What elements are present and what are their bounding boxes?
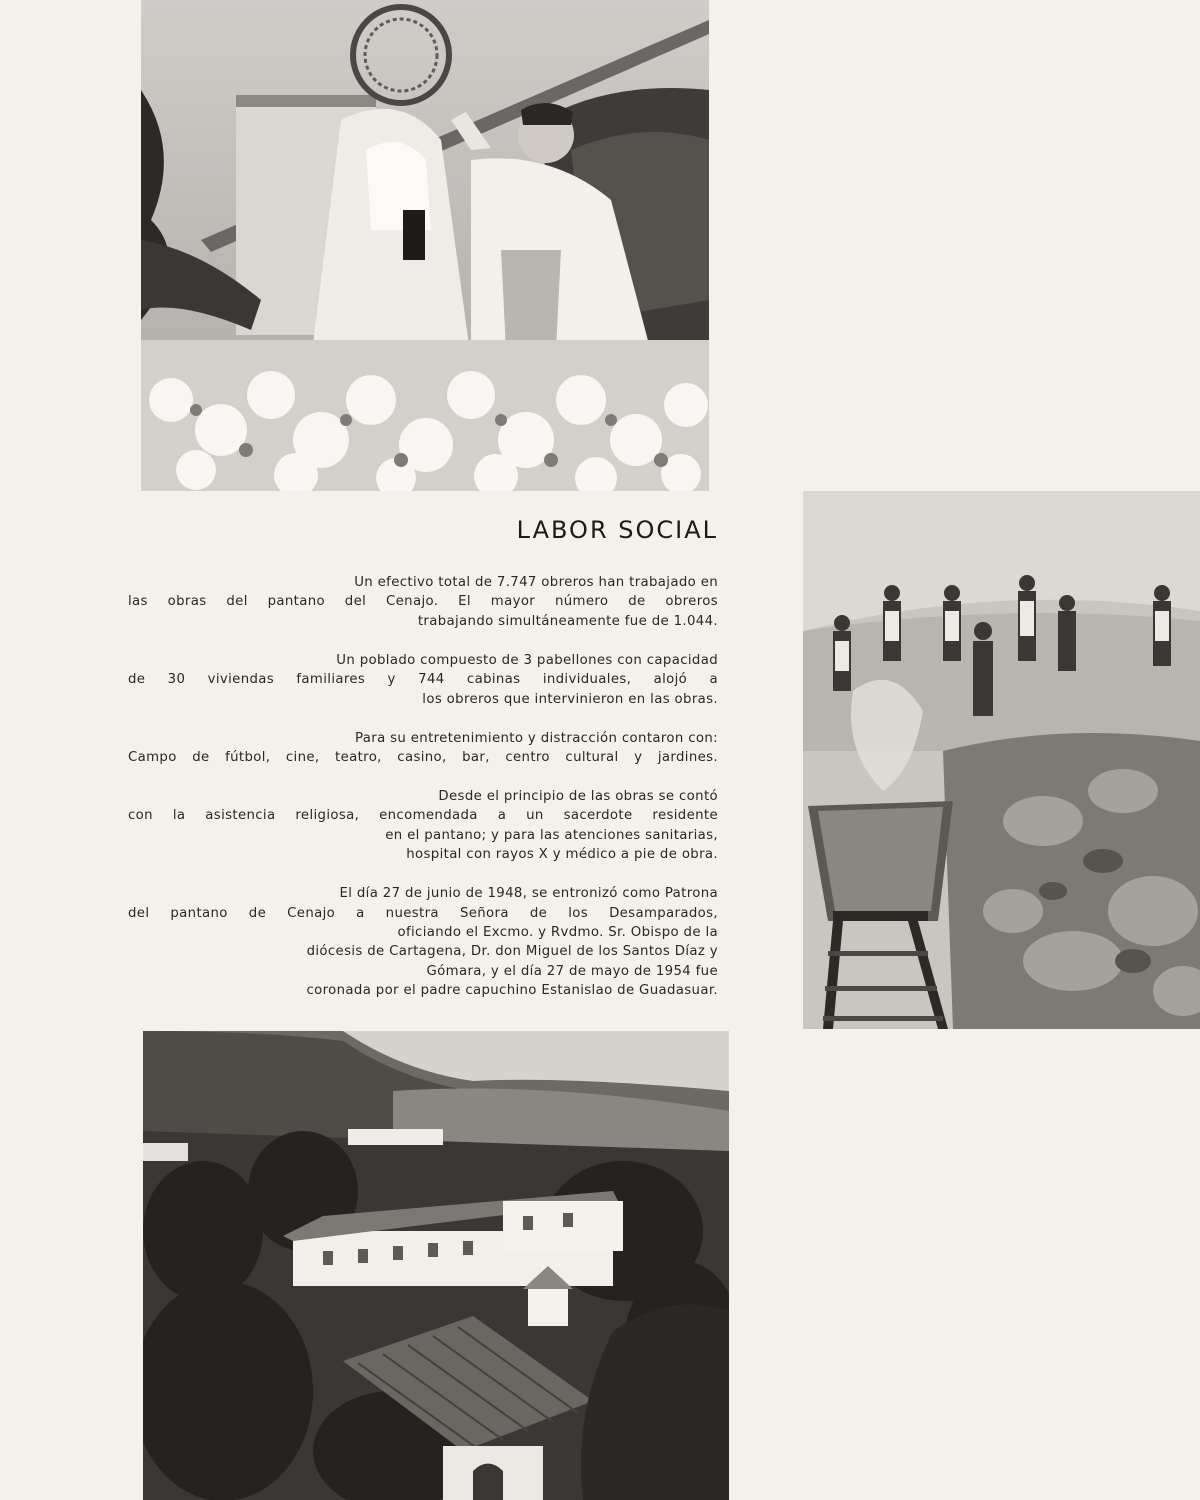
text-line: del pantano de Cenajo a nuestra Señora de los Desamparados, (128, 905, 718, 921)
text-line: de 30 viviendas familiares y 744 cabinas individuales, alojó a (128, 672, 718, 688)
text-line: los obreros que intervinieron en las obras. (422, 691, 718, 707)
text-line: en el pantano; y para las atenciones sanitarias, (385, 827, 718, 843)
paragraph-village (128, 651, 718, 709)
paragraph-patrona (128, 884, 718, 1000)
article-body (128, 573, 718, 1020)
text-line: las obras del pantano del Cenajo. El mayor número de obreros (128, 594, 718, 610)
text-line: Gómara, y el día 27 de mayo de 1954 fue (426, 963, 718, 979)
text-line: Campo de fútbol, cine, teatro, casino, bar, centro cultural y jardines. (128, 750, 718, 766)
village-photo-graphic (143, 1031, 729, 1500)
text-line: con la asistencia religiosa, encomendada a un sacerdote residente (128, 808, 718, 824)
text-line: oficiando el Excmo. y Rvdmo. Sr. Obispo de la (397, 925, 718, 941)
text-line: trabajando simultáneamente fue de 1.044. (417, 613, 718, 629)
photo-coronation (141, 0, 709, 491)
text-line: Desde el principio de las obras se contó (438, 789, 718, 805)
text-line: coronada por el padre capuchino Estanislao de Guadasuar. (306, 983, 718, 999)
paragraph-leisure (128, 729, 718, 768)
photo-village (143, 1031, 729, 1500)
text-line: El día 27 de junio de 1948, se entronizó como Patrona (339, 886, 718, 902)
section-heading: LABOR SOCIAL (516, 516, 718, 544)
text-line: hospital con rayos X y médico a pie de obra. (406, 847, 718, 863)
coronation-photo-graphic (141, 0, 709, 491)
text-line: diócesis de Cartagena, Dr. don Miguel de los Santos Díaz y (306, 944, 718, 960)
photo-workers (803, 491, 1200, 1029)
text-line: Un poblado compuesto de 3 pabellones con capacidad (336, 652, 718, 668)
text-line: Para su entretenimiento y distracción contaron con: (354, 730, 718, 746)
text-line: Un efectivo total de 7.747 obreros han trabajado en (354, 575, 718, 590)
workers-photo-graphic (803, 491, 1200, 1029)
paragraph-assistance (128, 787, 718, 865)
paragraph-workers (128, 573, 718, 631)
